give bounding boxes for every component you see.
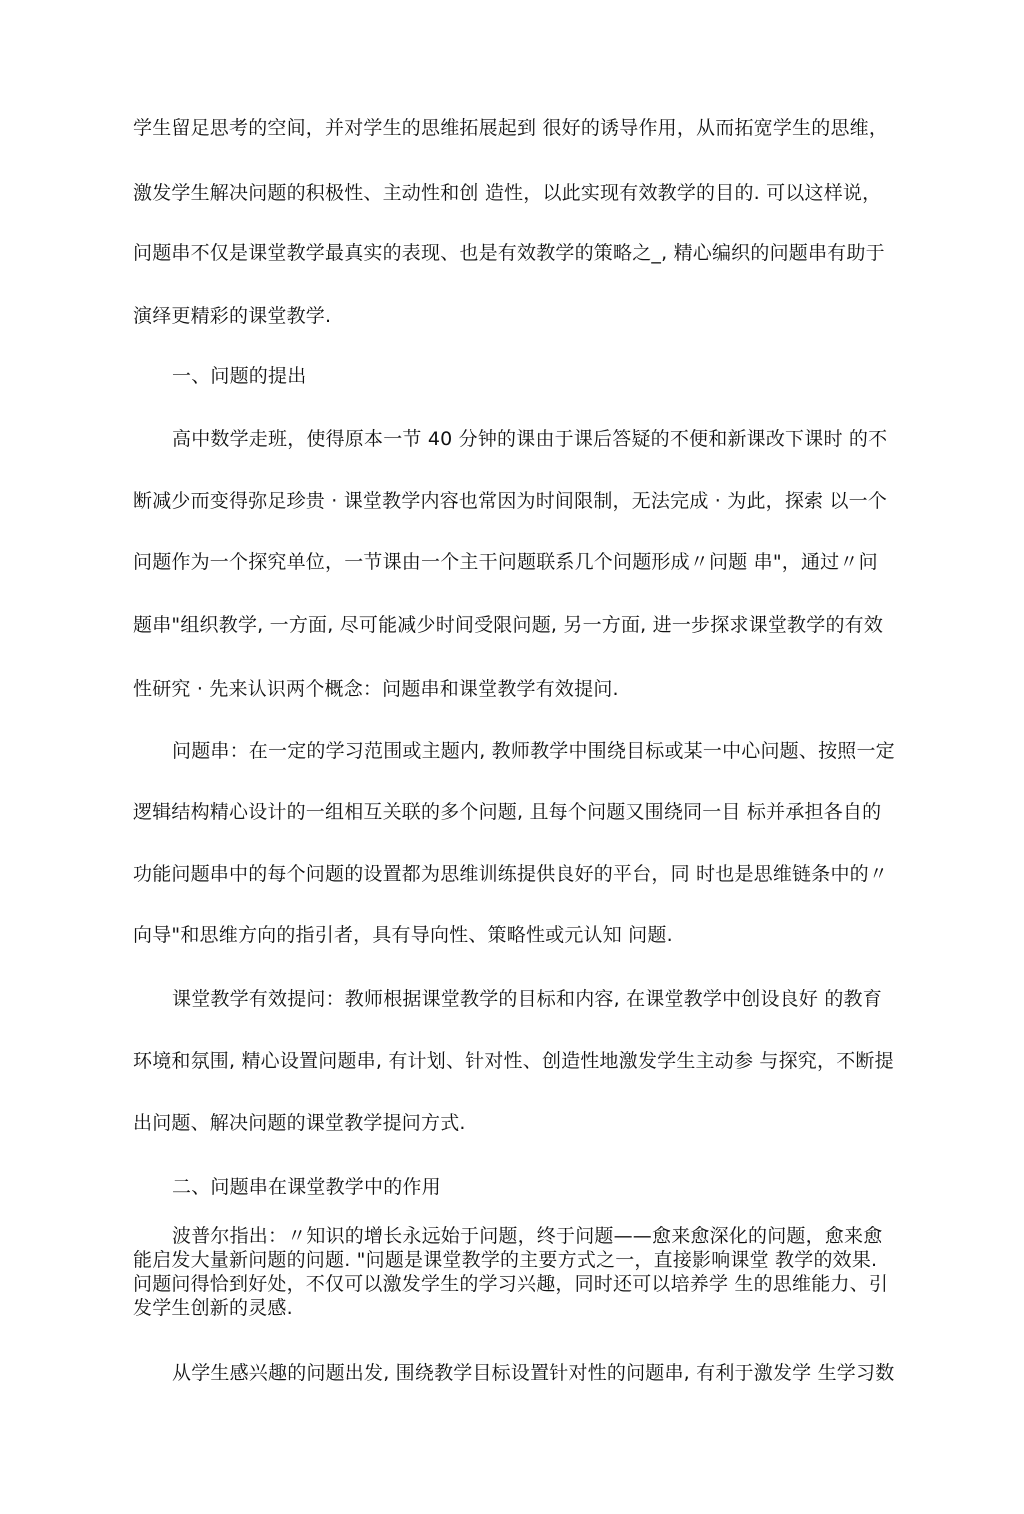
definition-line: 课堂教学有效提问：教师根据课堂教学的目标和内容, 在课堂教学中创设良好 的教育 <box>172 988 882 1010</box>
paragraph-line: 出问题、解决问题的课堂教学提问方式. <box>133 1112 466 1134</box>
paragraph-line: 学生留足思考的空间，并对学生的思维拓展起到 很好的诱导作用，从而拓宽学生的思维， <box>133 117 889 139</box>
section-heading-2: 二、问题串在课堂教学中的作用 <box>172 1176 441 1198</box>
quote-line: 问题问得恰到好处，不仅可以激发学生的学习兴趣，同时还可以培养学 生的思维能力、引 <box>133 1273 889 1295</box>
quote-line: 发学生创新的灵感. <box>133 1297 293 1319</box>
paragraph-line: 高中数学走班，使得原本一节 40 分钟的课由于课后答疑的不便和新课改下课时 的不 <box>172 428 888 450</box>
paragraph-line: 从学生感兴趣的问题出发, 围绕教学目标设置针对性的问题串, 有利于激发学 生学习数 <box>172 1362 895 1384</box>
paragraph-line: 问题串不仅是课堂教学最真实的表现、也是有效教学的策略之_, 精心编织的问题串有助于 <box>133 242 885 264</box>
section-heading-1: 一、问题的提出 <box>172 365 307 387</box>
paragraph-line: 性研究 · 先来认识两个概念：问题串和课堂教学有效提问. <box>133 678 619 700</box>
paragraph-line: 断减少而变得弥足珍贵 · 课堂教学内容也常因为时间限制，无法完成 · 为此，探索 以一个 <box>133 490 888 512</box>
quote-line: 波普尔指出：〃知识的增长永远始于问题，终于问题——愈来愈深化的问题，愈来愈 <box>172 1225 883 1247</box>
quote-line: 能启发大量新问题的问题. "问题是课堂教学的主要方式之一，直接影响课堂 教学的效果. <box>133 1249 878 1271</box>
quote-paragraph <box>133 1224 893 1320</box>
paragraph-line: 题串"组织教学, 一方面, 尽可能减少时间受限问题, 另一方面, 进一步探求课堂教学的有效 <box>133 614 884 636</box>
paragraph-line: 演绎更精彩的课堂教学. <box>133 305 332 327</box>
paragraph-line: 问题作为一个探究单位，一节课由一个主干问题联系几个问题形成〃问题 串"，通过〃问 <box>133 551 878 573</box>
paragraph-line: 激发学生解决问题的积极性、主动性和创 造性，以此实现有效教学的目的. 可以这样说， <box>133 182 882 204</box>
paragraph-line: 功能问题串中的每个问题的设置都为思维训练提供良好的平台，同 时也是思维链条中的〃 <box>133 863 889 885</box>
paragraph-line: 向导"和思维方向的指引者，具有导向性、策略性或元认知 问题. <box>133 924 673 946</box>
definition-line: 问题串：在一定的学习范围或主题内, 教师教学中围绕目标或某一中心问题、按照一定 <box>172 740 895 762</box>
paragraph-line: 逻辑结构精心设计的一组相互关联的多个问题, 且每个问题又围绕同一目 标并承担各自的 <box>133 801 882 823</box>
paragraph-line: 环境和氛围, 精心设置问题串, 有计划、针对性、创造性地激发学生主动参 与探究，不断提 <box>133 1050 894 1072</box>
